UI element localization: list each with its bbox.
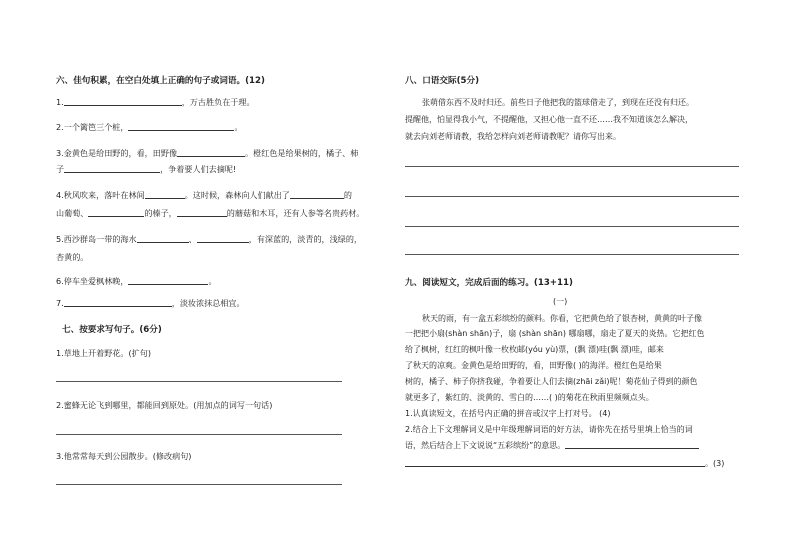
sec6-q5-line2 bbox=[56, 252, 88, 263]
blank[interactable] bbox=[197, 234, 249, 243]
q4-b: 。这时候，森林向人们献出了 bbox=[184, 190, 290, 200]
answer-line[interactable] bbox=[56, 434, 342, 435]
sec6-q2 bbox=[56, 122, 243, 133]
answer-line[interactable] bbox=[405, 254, 739, 255]
sec7-q2: 2.蜜蜂无论飞到哪里，都能回到原处。(用加点的词写一句话) bbox=[56, 400, 273, 410]
sec7-title: 七、按要求写句子。(6分) bbox=[62, 325, 162, 335]
sec8-title: 八、口语交际(5分) bbox=[405, 76, 479, 86]
sec9-title: 九、阅读短文，完成后面的练习。(13+11) bbox=[405, 278, 573, 288]
blank[interactable] bbox=[565, 440, 699, 449]
answer-line[interactable] bbox=[56, 381, 342, 382]
blank[interactable] bbox=[64, 164, 160, 173]
q4-e: 的榛子， bbox=[144, 208, 177, 218]
sec7-q1: 1.草地上开着野花。(扩句) bbox=[56, 348, 151, 358]
sec6-q6 bbox=[56, 276, 217, 287]
sec7-q3: 3.他常常每天到公园散步。(修改病句) bbox=[56, 451, 192, 461]
blank[interactable] bbox=[128, 276, 208, 285]
blank[interactable] bbox=[88, 208, 144, 217]
passage-line: 树的，橘子、柿子你挤我碰，争着要让人们去摘(zhāi zǎi)呢！菊花仙子得到的颜色 bbox=[405, 377, 698, 386]
blank[interactable] bbox=[128, 122, 234, 131]
exercise-2-tail: 。(3) bbox=[705, 459, 725, 468]
blank[interactable] bbox=[145, 190, 185, 199]
blank[interactable] bbox=[64, 97, 182, 106]
blank[interactable] bbox=[177, 208, 227, 217]
exercise-1: 1.认真读短文，在括号内正确的拼音或汉字上打对号。 (4) bbox=[405, 409, 611, 418]
sec6-q1 bbox=[56, 97, 255, 108]
q4-c: 的 bbox=[343, 190, 353, 200]
q6-b: 。 bbox=[208, 276, 217, 286]
answer-line[interactable] bbox=[405, 166, 739, 167]
sec6-q3-line1 bbox=[56, 148, 358, 159]
sec8-p1: 张萌借东西不及时归还。前些日子他把我的篮球借走了，到现在还没有归还。 bbox=[422, 98, 694, 107]
sec6-q4-line1 bbox=[56, 190, 352, 201]
q3-d: ，争着要人们去摘呢! bbox=[160, 164, 237, 174]
q7-b: ，淡妆浓抹总相宜。 bbox=[171, 298, 245, 308]
passage-line: 秋天的雨，有一盒五彩缤纷的颜料。你看，它把黄色给了银杏树，黄黄的叶子像 bbox=[422, 314, 702, 323]
exercise-2-text: 语，然后结合上下文说说“五彩缤纷”的意思。 bbox=[405, 441, 566, 450]
q3-b: 。橙红色是给果树的，橘子、柿 bbox=[245, 148, 359, 158]
passage-line: 就更多了，紫红的、淡黄的、雪白的……( )的菊花在秋雨里频频点头。 bbox=[405, 393, 654, 402]
q5-b: 、 bbox=[188, 234, 197, 244]
sec8-p3: 就去向刘老师请教，我给怎样向刘老师请教呢？请你写出来。 bbox=[405, 132, 621, 141]
blank[interactable] bbox=[137, 234, 189, 243]
exercise-2: 2.结合上下文理解词义是中年级理解词语的好方法，请你先在括号里填上恰当的词 bbox=[405, 425, 693, 434]
sec9-subtitle: (一) bbox=[553, 297, 568, 306]
sec8-p2: 提醒他，怕显得我小气，不提醒他，又担心他一直不还……我不知道该怎么解决， bbox=[405, 115, 693, 124]
exercise-2-cont bbox=[405, 440, 699, 451]
passage-line: 一把把小扇(shàn shān)子，扇 (shàn shān) 哪扇哪，扇走了夏天的炎热。它把红色 bbox=[405, 329, 705, 338]
q6-a: 6.停车坐爱枫林晚， bbox=[56, 276, 129, 286]
blank[interactable] bbox=[405, 458, 705, 467]
sec6-title: 六、佳句积累，在空白处填上正确的句子或词语。(12) bbox=[56, 76, 265, 86]
q3-c: 子 bbox=[56, 164, 65, 174]
q5-d: 杏黄的。 bbox=[56, 252, 89, 262]
q5-c: ，有深蓝的，淡青的，浅绿的， bbox=[248, 234, 363, 244]
answer-line[interactable] bbox=[56, 484, 342, 485]
q2-text: 2.一个篱笆三个桩， bbox=[56, 122, 129, 132]
blank[interactable] bbox=[64, 298, 172, 307]
q2-end: 。 bbox=[234, 122, 243, 132]
sec6-q5-line1 bbox=[56, 234, 362, 245]
q7-a: 7. bbox=[56, 298, 64, 308]
q4-f: 的蘑菇和木耳，还有人参等名贵药材。 bbox=[226, 208, 365, 218]
sec6-q7 bbox=[56, 298, 245, 309]
sec6-q3-line2 bbox=[56, 164, 236, 175]
blank[interactable] bbox=[290, 190, 344, 199]
q4-d: 山葡萄、 bbox=[56, 208, 89, 218]
blank[interactable] bbox=[177, 148, 245, 157]
exercise-2-answer bbox=[405, 458, 724, 469]
q1-text: ，万古胜负在于理。 bbox=[181, 97, 255, 107]
q1-num: 1. bbox=[56, 97, 64, 107]
q5-a: 5.西沙群岛一带的海水 bbox=[56, 234, 137, 244]
q4-a: 4.秋风吹来，落叶在林间 bbox=[56, 190, 145, 200]
passage-line: 了秋天的凉爽。金黄色是给田野的，看，田野像( )的海洋。橙红色是给果 bbox=[405, 361, 662, 370]
answer-line[interactable] bbox=[405, 226, 739, 227]
passage-line: 给了枫树，红红的枫叶像一枚枚邮(yóu yù)票，(飘 漂)哇(飘 漂)哇，邮来 bbox=[405, 345, 664, 354]
q3-a: 3.金黄色是给田野的，看，田野像 bbox=[56, 148, 178, 158]
answer-line[interactable] bbox=[405, 196, 739, 197]
sec6-q4-line2 bbox=[56, 208, 364, 219]
